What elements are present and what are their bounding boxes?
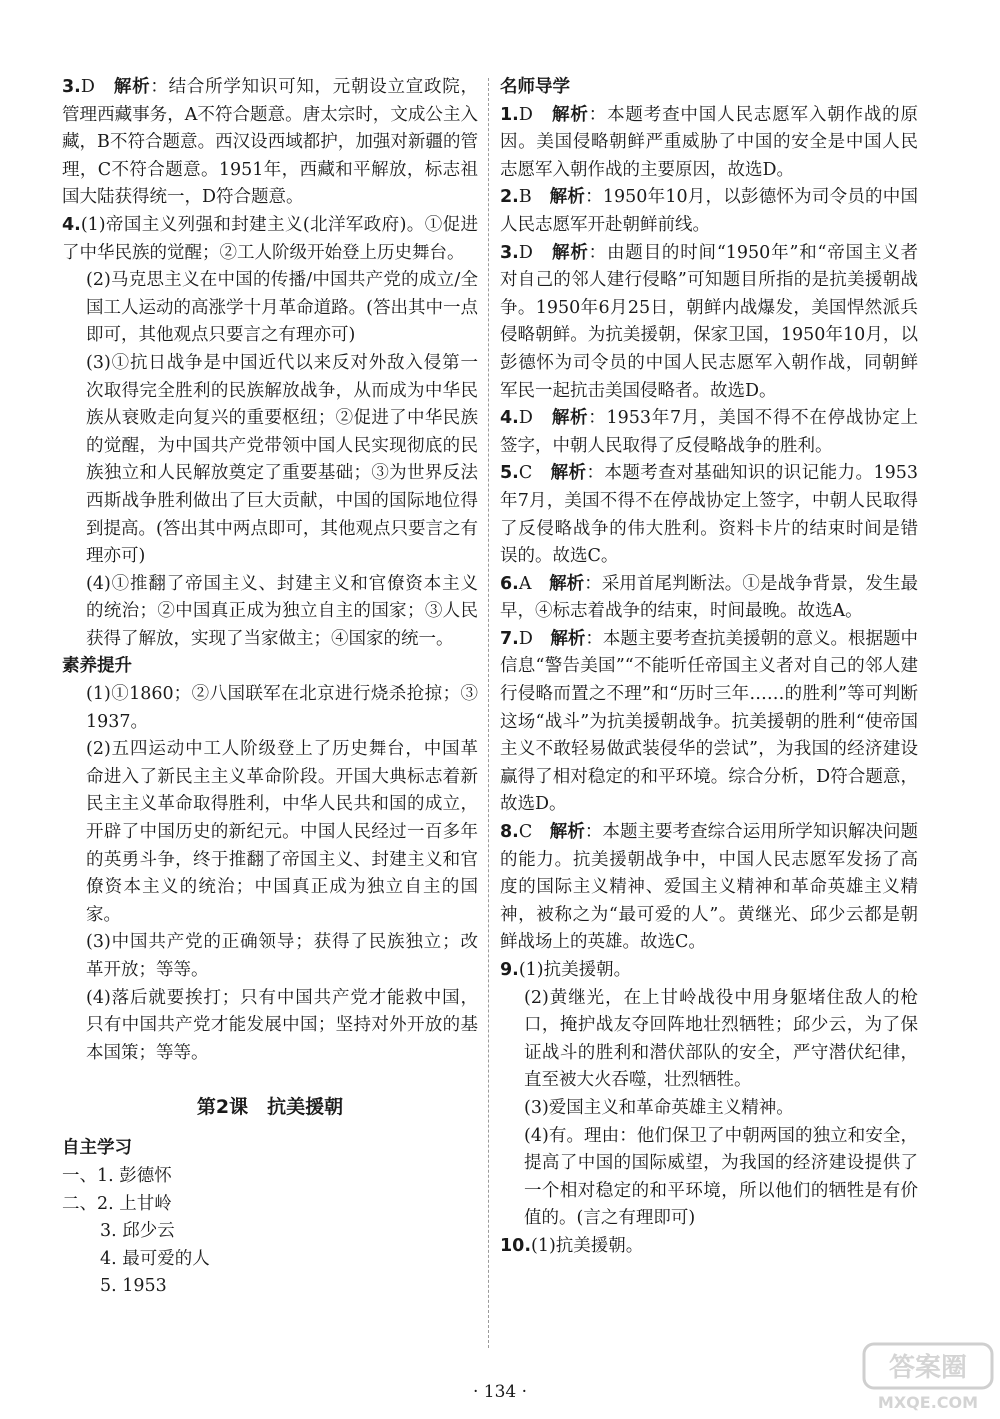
question-number: 3. [500,242,519,263]
analysis-text: ：1950年10月，以彭德怀为司令员的中国人民志愿军开赴朝鲜前线。 [500,187,918,235]
analysis-text: ：采用首尾判断法。①是战争背景，发生最早，④标志着战争的结束，时间最晚。故选A。 [500,573,919,622]
question-number: 7. [500,628,519,649]
answer-4-part-3: (3)①抗日战争是中国近代以来反对外敌入侵第一次取得完全胜利的民族解放战争，从而成为中华民族从衰败走向复兴的重要枢纽；②促进了中华民族的觉醒，为中国共产党带领中国人民实现彻底的民族独立和人民解放奠定了重要基础；③为世界反法西斯战争胜利做出了巨大贡献，中国的国际地位得到提高。(答出其中两点即可，其他观点只要言之有理亦可) [86,352,478,567]
left-column [62,74,478,1301]
zizhu-item: 一、1. 彭德怀 [62,1165,172,1186]
right-column [500,74,918,1261]
analysis-label: 解析 [550,628,586,649]
suyang-part-4: (4)落后就要挨打；只有中国共产党才能救中国，只有中国共产党才能发展中国；坚持对外开放的基本国策；等等。 [86,987,478,1063]
analysis-label: 解析 [113,77,151,97]
answer-choice: D [518,408,533,429]
analysis-text: ：结合所学知识可知，元朝设立宣政院，管理西藏事务，A不符合题意。唐太宗时，文成公主入藏，B不符合题意。西汉设西域都护，加强对新疆的管理，C不符合题意。1951年，西藏和平解放，标志祖国大陆获得统一，D符合题意。 [62,77,479,208]
answer-4 [500,405,918,460]
answer-10-part-1 [500,1233,918,1261]
analysis-label: 解析 [549,573,585,594]
analysis-label: 解析 [552,104,589,125]
analysis-label: 解析 [552,242,589,263]
analysis-text: ：本题主要考查综合运用所学知识解决问题的能力。抗美援朝战争中，中国人民志愿军发扬了高度的国际主义精神、爱国主义精神和革命英雄主义精神，被称之为“最可爱的人”。黄继光、邱少云都是朝鲜战场上的英雄。故选C。 [500,822,919,953]
answer-5 [500,460,918,570]
watermark-logo [860,1340,996,1414]
analysis-text: ：本题考查中国人民志愿军入朝作战的原因。美国侵略朝鲜严重威胁了中国的安全是中国人民志愿军入朝作战的主要原因，故选D。 [500,104,919,180]
answer-7 [500,626,918,819]
suyang-part-2: (2)五四运动中工人阶级登上了历史舞台，中国革命进入了新民主主义革命阶段。开国大典标志着新民主主义革命取得胜利，中华人民共和国的成立，开辟了中国历史的新纪元。中国人民经过一百多年的英勇斗争，终于推翻了帝国主义、封建主义和官僚资本主义的统治；中国真正成为独立自主的国家。 [86,739,478,925]
analysis-text: ：1953年7月，美国不得不在停战协定上签字，中朝人民取得了反侵略战争的胜利。 [500,408,919,456]
answer-3 [500,240,918,406]
answer-3 [62,74,478,212]
question-number: 8. [500,822,519,843]
analysis-label: 解析 [551,408,589,429]
answer-choice: B [518,187,532,208]
section-title-suyang: 素养提升 [62,656,132,677]
answer-9-part-2: (2)黄继光，在上甘岭战役中用身躯堵住敌人的枪口，掩护战友夺回阵地壮烈牺牲；邱少云，为了保证战斗的胜利和潜伏部队的安全，严守潜伏纪律，直至被大火吞噬，壮烈牺牲。 [524,987,918,1091]
question-number: 5. [500,463,519,484]
answer-4-part-4: (4)①推翻了帝国主义、封建主义和官僚资本主义的统治；②中国真正成为独立自主的国家；③人民获得了解放，实现了当家做主；④国家的统一。 [86,573,478,649]
analysis-text: ：本题考查对基础知识的识记能力。1953年7月，美国不得不在停战协定上签字，中朝人民取得了反侵略战争的伟大胜利。资料卡片的结束时间是错误的。故选C。 [500,463,918,567]
answer-4-part-2: (2)马克思主义在中国的传播/中国共产党的成立/全国工人运动的高涨学十月革命道路。(答出其中一点即可，其他观点只要言之有理亦可) [86,270,478,346]
answer-choice: D [518,104,533,125]
lesson-title: 第2课 抗美援朝 [196,1096,344,1119]
section-title-mingshi: 名师导学 [500,77,570,97]
zizhu-item: 5. 1953 [100,1276,167,1297]
question-number: 2. [500,187,519,208]
answer-choice: A [518,573,532,594]
answer-9-part-3: (3)爱国主义和革命英雄主义精神。 [524,1097,794,1118]
page-number: · 134 · [472,1382,528,1402]
analysis-label: 解析 [550,463,587,484]
zizhu-item: 3. 邱少云 [100,1221,175,1242]
answer-choice: D [80,77,95,97]
answer-text: (1)抗美援朝。 [518,960,632,980]
zizhu-item: 4. 最可爱的人 [100,1248,210,1269]
analysis-label: 解析 [549,822,585,843]
answer-choice: C [518,463,533,484]
question-number: 6. [500,573,519,594]
answer-2 [500,184,918,239]
answer-9-part-4: (4)有。理由：他们保卫了中朝两国的独立和安全，提高了中国的国际威望，为我国的经济建设提供了一个相对稳定的和平环境，所以他们的牺牲是有价值的。(言之有理即可) [524,1125,918,1229]
answer-6 [500,571,918,626]
answer-text: (1)抗美援朝。 [531,1235,644,1256]
answer-choice: C [518,822,533,843]
answer-9-part-1 [500,957,918,985]
answer-8 [500,819,918,957]
answer-1 [500,102,918,185]
section-title-zizhu: 自主学习 [62,1138,132,1159]
question-number: 10. [500,1235,532,1256]
question-number: 9. [500,960,519,980]
answer-text: (1)帝国主义列强和封建主义(北洋军政府)。①促进了中华民族的觉醒；②工人阶级开始登上历史舞台。 [62,214,478,263]
answer-4-part-1 [62,212,478,267]
suyang-part-1: (1)①1860；②八国联军在北京进行烧杀抢掠；③1937。 [86,684,478,732]
watermark-text-1: 答案圈 [888,1353,968,1383]
question-number: 3. [62,77,81,97]
column-divider [488,78,489,1348]
question-number: 1. [500,104,519,125]
analysis-label: 解析 [549,187,586,208]
answer-choice: D [518,242,533,263]
analysis-text: ：本题主要考查抗美援朝的意义。根据题中信息“警告美国”“不能听任帝国主义者对自己的邻人建行侵略而置之不理”和“历时三年……的胜利”等可判断这场“战斗”为抗美援朝战争。抗美援朝的胜利“使帝国主义不敢轻易做武装侵华的尝试”，为我国的经济建设赢得了相对稳定的和平环境。综合分析，D符合题意，故选D。 [500,628,919,815]
zizhu-item: 二、2. 上甘岭 [62,1193,172,1214]
question-number: 4. [62,214,81,235]
question-number: 4. [500,408,519,429]
watermark-text-2: MXQE.COM [877,1393,979,1412]
analysis-text: ：由题目的时间“1950年”和“帝国主义者对自己的邻人建行侵略”可知题目所指的是抗美援朝战争。1950年6月25日，朝鲜内战爆发，美国悍然派兵侵略朝鲜。为抗美援朝，保家卫国，1950年10月，以彭德怀为司令员的中国人民志愿军入朝作战，同朝鲜军民一起抗击美国侵略者。故选D。 [500,242,919,401]
suyang-part-3: (3)中国共产党的正确领导；获得了民族独立；改革开放；等等。 [86,932,478,980]
answer-choice: D [518,628,533,649]
